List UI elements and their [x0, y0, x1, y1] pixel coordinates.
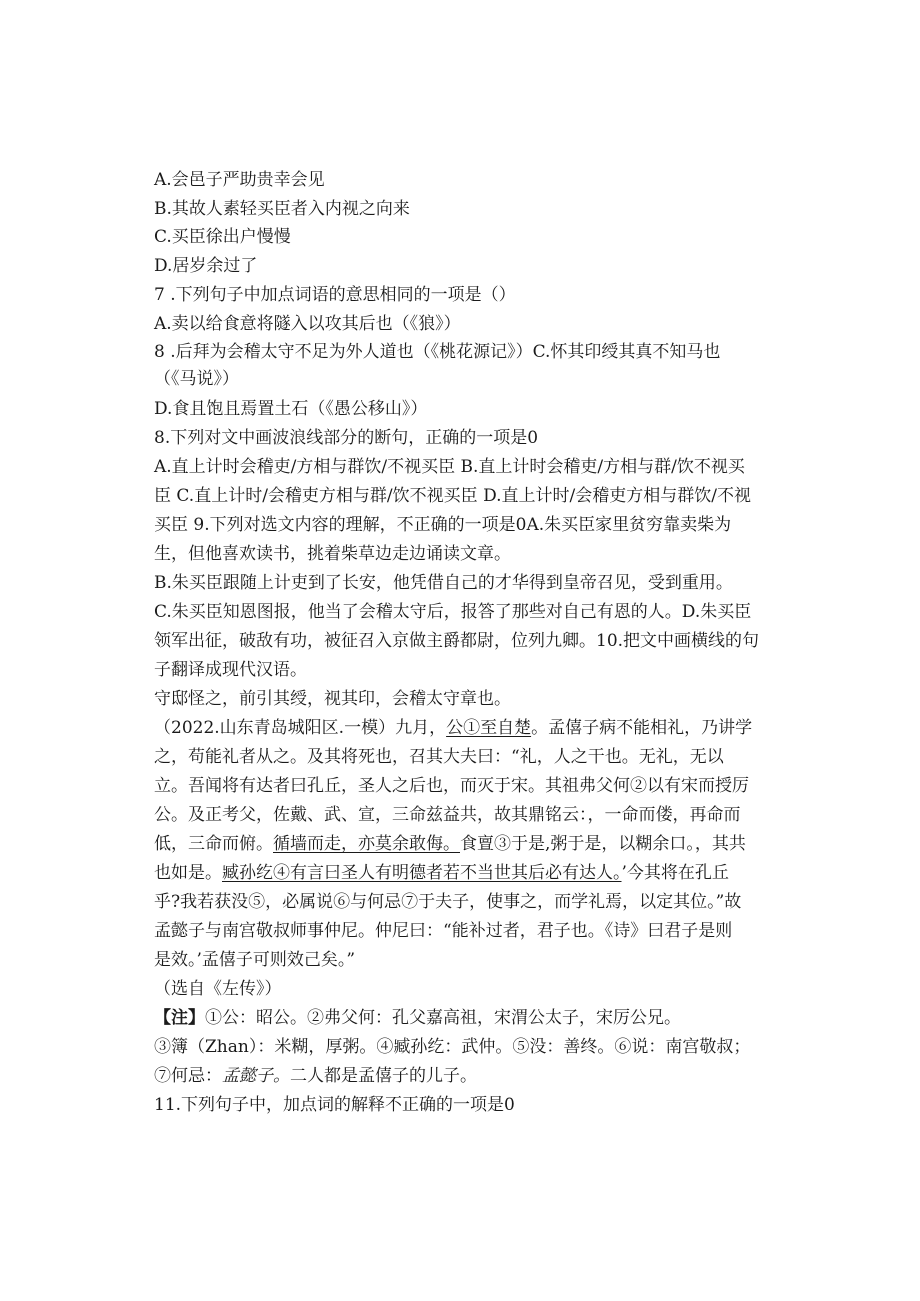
passage-line-8: 孟懿子与南宫敬叔师事仲尼。仲尼曰：“能补过者，君子也。《诗》曰君子是则 [154, 921, 733, 941]
passage-line-5: 低，三命而俯。循墙而走，亦莫余敢侮。食亶③于是,粥于是，以糊余口。，其共 [154, 834, 746, 854]
passage-line-6: 也如是。臧孙纥④有言曰圣人有明德者若不当世其后必有达人。’今其将在孔丘 [154, 863, 729, 883]
option-a-line: A.会邑子严助贵幸会见 [154, 170, 325, 190]
passage-line-1: （2022.山东青岛城阳区.一模）九月，公①至自楚。孟僖子病不能相礼，乃讲学 [154, 718, 753, 738]
question-8b-options-1: A.直上计时会稽吏/方相与群饮/不视买臣 B.直上计时会稽吏/方相与群/饮不视买 [154, 457, 745, 477]
question-10-continued: 子翻译成现代汉语。 [154, 660, 307, 680]
option-d-line: D.居岁余过了 [154, 256, 258, 276]
question-8b-line: 8.下列对文中画波浪线部分的断句，正确的一项是0 [154, 428, 539, 448]
passage-line-3: 立。吾闻将有达者曰孔丘，圣人之后也，而灭于宋。其祖弗父何②以有宋而授厉 [154, 776, 749, 796]
question-9-line: 买臣 9.下列对选文内容的理解，不正确的一项是0A.朱买臣家里贫穷靠卖柴为 [154, 515, 732, 535]
question-8b-options-2: 臣 C.直上计时/会稽吏方相与群/饮不视买臣 D.直上计时/会稽吏方相与群饮/不视 [154, 486, 751, 506]
notes-line-3: ⑦何忌：孟懿子。二人都是孟僖子的儿子。 [154, 1066, 477, 1086]
question-9-option-b: B.朱买臣跟随上计吏到了长安，他凭借自己的才华得到皇帝召见，受到重用。 [154, 573, 733, 593]
question-9-continued: 生，但他喜欢读书，挑着柴草边走边诵读文章。 [154, 544, 511, 564]
underlined-sentence-2: 臧孙纥④有言曰圣人有明德者若不当世其后必有达人。 [222, 863, 622, 883]
passage-line-9: 是效。’孟僖子可则效己矣。” [154, 950, 356, 970]
italic-name: 孟懿子。 [222, 1066, 290, 1086]
passage-line-7: 乎?我若获没⑤，必属说⑥与何忌⑦于夫子，使事之，而学礼焉，以定其位。”故 [154, 892, 742, 912]
option-c-line: C.买臣徐出户慢慢 [154, 227, 291, 247]
notes-line-2: ③簿（Zhan）：米糊，厚粥。④臧孙纥：武仲。⑤没：善终。⑥说：南宫敬叔； [154, 1037, 751, 1057]
question-11-line: 11.下列句子中，加点词的解释不正确的一项是0 [154, 1095, 515, 1115]
passage-line-2: 之，苟能礼者从之。及其将死也，召其大夫曰：“礼，人之干也。无礼，无以 [154, 747, 724, 767]
option-b-line: B.其故人素轻买臣者入内视之向来 [154, 199, 410, 219]
translation-sentence: 守邸怪之，前引其绶，视其印，会稽太守章也。 [154, 689, 511, 709]
underlined-sentence: 循墙而走，亦莫余敢侮。 [273, 834, 460, 854]
passage-line-4: 公。及正考父，佐戴、武、宣，三命兹益共，故其鼎铭云：，一命而偻，再命而 [154, 805, 741, 825]
notes-label: 【注】 [154, 1008, 205, 1028]
question-8-line: 8 .后拜为会稽太守不足为外人道也（《桃花源记》）C.怀其印绶其真不知马也 [154, 342, 721, 362]
underlined-phrase: 公①至自楚 [446, 718, 532, 738]
notes-line-1: 【注】①公：昭公。②弗父何：孔父嘉高祖，宋渭公太子，宋厉公兄。 [154, 1008, 681, 1028]
question-8-option-d: D.食且饱且焉置土石（《愚公移山》） [154, 399, 428, 419]
question-7-option-a: A.卖以给食意将隧入以攻其后也（《狼》） [154, 314, 461, 334]
passage-source: （选自《左传》） [154, 979, 282, 999]
question-7-line: 7 .下列句子中加点词语的意思相同的一项是（） [154, 285, 516, 305]
question-8-continued: （《马说》） [154, 369, 239, 389]
question-9-option-c: C.朱买臣知恩图报，他当了会稽太守后，报答了那些对自己有恩的人。D.朱买臣 [154, 602, 752, 622]
question-10-line: 领军出征，破敌有功，被征召入京做主爵都尉，位列九卿。10.把文中画横线的句 [154, 631, 760, 651]
